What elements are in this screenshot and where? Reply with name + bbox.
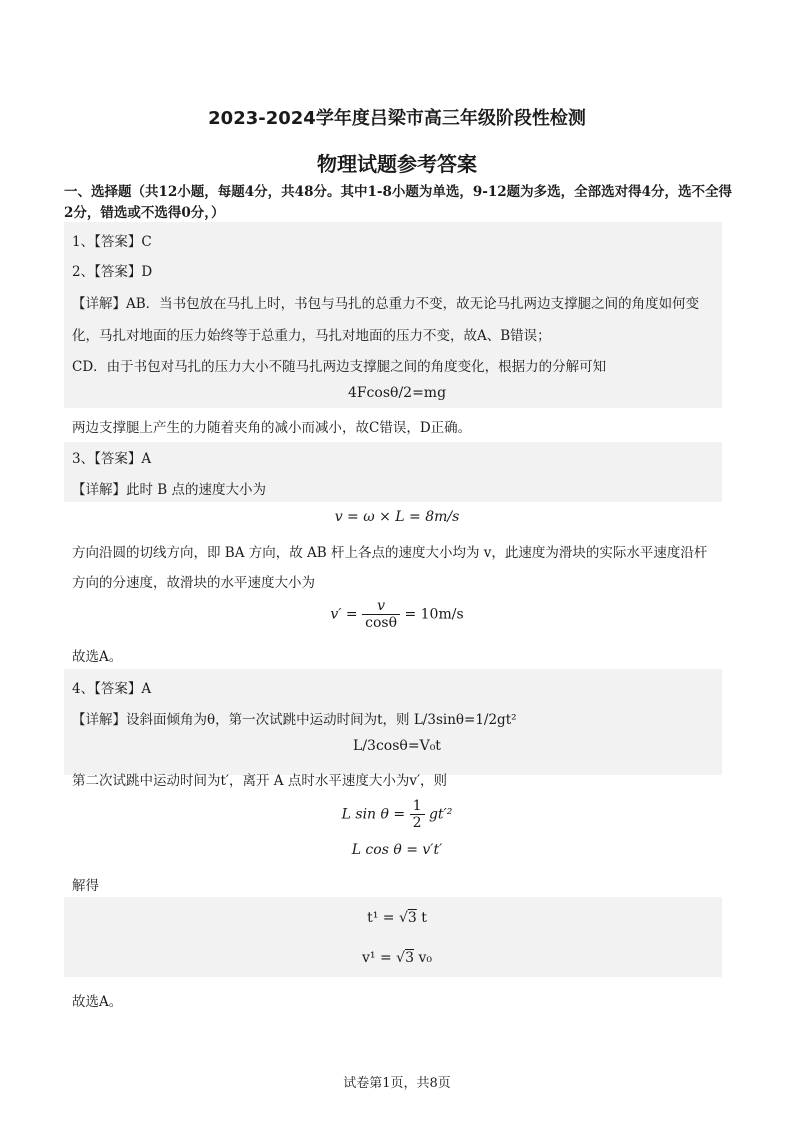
q3-detail-2: 方向沿圆的切线方向，即 BA 方向，故 AB 杆上各点的速度大小均为 v，此速度为滑块的实际水平速度沿杆 bbox=[72, 545, 708, 561]
q1-answer: 1、【答案】C bbox=[72, 234, 152, 250]
q4-eq4-radicand: 3 bbox=[407, 910, 417, 926]
q3-eq2-fraction bbox=[362, 598, 400, 631]
page-footer: 试卷第1页，共8页 bbox=[343, 1076, 451, 1091]
q3-detail-3: 方向的分速度，故滑块的水平速度大小为 bbox=[72, 575, 315, 591]
q4-eq5-right: v₀ bbox=[414, 950, 432, 966]
q3-equation-2 bbox=[72, 598, 722, 631]
q4-eq2-numerator: 1 bbox=[410, 798, 425, 815]
q3-equation-1: v = ω × L = 8m/s bbox=[334, 509, 460, 525]
q4-eq2-left: L sin θ = bbox=[341, 806, 406, 823]
q3-answer: 3、【答案】A bbox=[72, 451, 152, 467]
q4-eq2-fraction bbox=[410, 798, 425, 831]
q2-detail-2: 化，马扎对地面的压力始终等于总重力，马扎对地面的压力不变，故A、B错误； bbox=[72, 328, 551, 344]
q3-detail-4: 故选A。 bbox=[72, 649, 123, 665]
q4-detail-4: 故选A。 bbox=[72, 994, 123, 1010]
q2-equation: 4Fcosθ/2=mg bbox=[347, 385, 447, 401]
q4-detail-2: 第二次试跳中运动时间为t′，离开 A 点时水平速度大小为v′，则 bbox=[72, 773, 448, 789]
q3-eq2-numerator: v bbox=[362, 598, 400, 615]
q4-equation-3: L cos θ = v′t′ bbox=[351, 842, 443, 858]
document-subtitle: 物理试题参考答案 bbox=[317, 152, 477, 176]
q2-detail-1: 【详解】AB．当书包放在马扎上时，书包与马扎的总重力不变，故无论马扎两边支撑腿之间的角度如何变 bbox=[72, 296, 700, 312]
q4-equation-5 bbox=[72, 950, 722, 966]
q4-detail-1: 【详解】设斜面倾角为θ，第一次试跳中运动时间为t，则 L/3sinθ=1/2gt² bbox=[72, 712, 517, 728]
q4-eq5-radicand: 3 bbox=[405, 950, 414, 966]
q3-eq2-right: = 10m/s bbox=[404, 606, 464, 623]
shade-q1-q2 bbox=[64, 222, 722, 408]
q4-eq5-left: v¹ = √ bbox=[362, 950, 406, 966]
q4-eq4-right: t bbox=[416, 910, 427, 926]
q4-equation-1: L/3cosθ=V₀t bbox=[353, 738, 441, 754]
q4-equation-2 bbox=[72, 798, 722, 831]
q3-eq2-left: v′ = bbox=[330, 606, 358, 623]
q2-detail-4: 两边支撑腿上产生的力随着夹角的减小而减小，故C错误，D正确。 bbox=[72, 420, 472, 436]
q4-eq2-denominator: 2 bbox=[412, 815, 422, 831]
q4-eq2-right: gt′² bbox=[428, 806, 453, 823]
q2-answer: 2、【答案】D bbox=[72, 264, 153, 280]
q3-detail-1: 【详解】此时 B 点的速度大小为 bbox=[72, 482, 267, 498]
q4-equation-4 bbox=[72, 910, 722, 926]
q4-answer: 4、【答案】A bbox=[72, 681, 152, 697]
q3-eq2-denominator: cosθ bbox=[365, 615, 397, 631]
document-title: 2023-2024学年度吕梁市高三年级阶段性检测 bbox=[208, 108, 586, 129]
q4-detail-3: 解得 bbox=[72, 878, 99, 894]
q4-eq4-left: t¹ = √ bbox=[367, 910, 408, 926]
section-intro: 一、选择题（共12小题，每题4分，共48分。其中1-8小题为单选，9-12题为多选，全部选对得4分，选不全得2分，错选或不选得0分，） bbox=[64, 184, 733, 221]
q2-detail-3: CD．由于书包对马扎的压力大小不随马扎两边支撑腿之间的角度变化，根据力的分解可知 bbox=[72, 359, 607, 375]
